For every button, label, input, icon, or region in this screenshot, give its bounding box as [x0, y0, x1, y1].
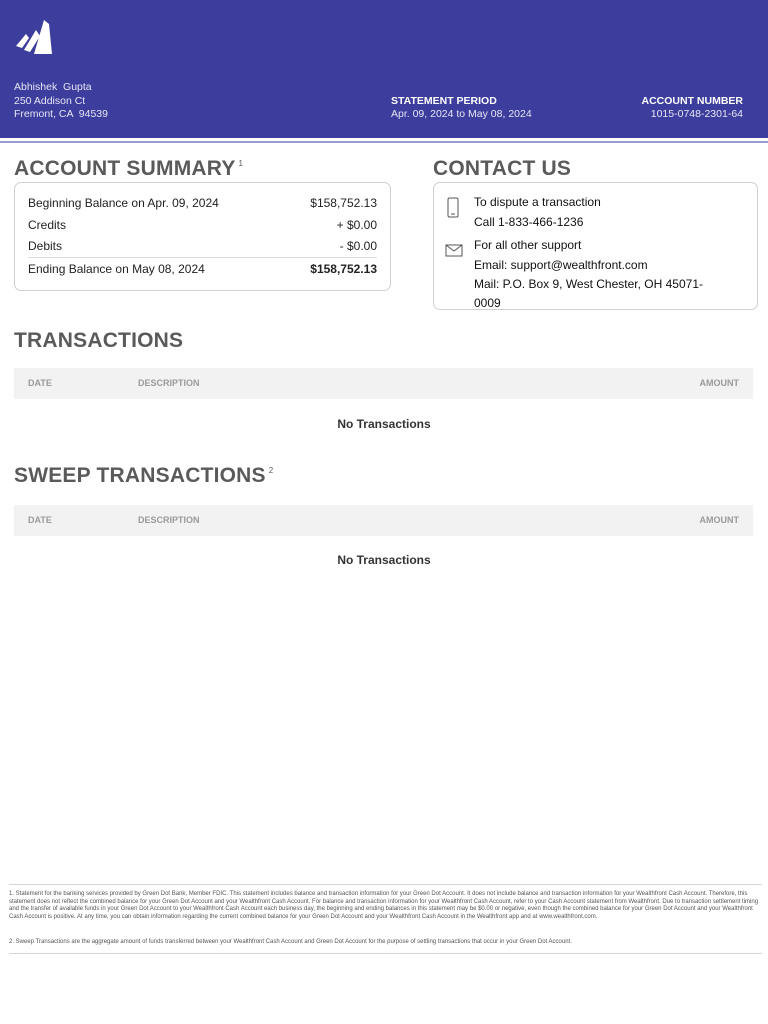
footnote-ref-1: 1 [238, 159, 244, 168]
support-mail-line-2: 0009 [474, 295, 501, 310]
transactions-title-text: TRANSACTIONS [14, 329, 184, 352]
statement-period-label: STATEMENT PERIOD [391, 95, 497, 107]
envelope-icon [445, 244, 463, 257]
dispute-phone[interactable]: Call 1-833-466-1236 [474, 214, 584, 229]
summary-value: $158,752.13 [310, 262, 377, 276]
dispute-contact [474, 193, 601, 232]
statement-period-value: Apr. 09, 2024 to May 08, 2024 [391, 108, 532, 120]
footnote-2: 2. Sweep Transactions are the aggregate amount of funds transferred between your Wealthfront Cash Account and Green Dot Account for the purpose of settling transactions that occur in your Green Dot Account. [9, 939, 572, 945]
summary-value: + $0.00 [336, 218, 377, 232]
contact-us-box [433, 182, 758, 310]
column-header-amount: AMOUNT [699, 515, 739, 525]
summary-row-credits [28, 214, 377, 236]
footnote-divider-top [9, 884, 762, 885]
sweep-transactions-title [14, 464, 273, 488]
statement-period [391, 95, 532, 121]
footnote-1: 1. Statement for the banking services provided by Green Dot Bank, Member FDIC. This statement includes balance and transaction information for your Green Dot Account. It does not include balance and transaction information for your Wealthfront Cash Account. Therefore, this statement does not reflect the combined balance for your Green Dot Account and your Wealthfront Cash Account. For balance and transaction information for your Wealthfront Cash Account, refer to your Cash Account statement from Wealthfront. Due to transaction settlement timing and the transfer of available funds in your Green Dot Account to your Wealthfront Cash Account each business day, the beginning and ending balances in this statement may be $0.00 or negative, even though the combined balance for your Green Dot Account and your Wealthfront Cash Account is positive. At any time, you can obtain information regarding the current combined balance for your Green Dot Account and your Wealthfront Cash Account in the Wealthfront app and at www.wealthfront.com. [9, 891, 759, 920]
column-header-description: DESCRIPTION [138, 515, 200, 525]
account-summary-title [14, 157, 243, 181]
transactions-table-header [14, 368, 753, 399]
customer-address [14, 81, 108, 122]
contact-us-title-text: CONTACT US [433, 157, 572, 180]
summary-label: Credits [28, 218, 67, 232]
header-divider [0, 141, 768, 143]
customer-name: Abhishek Gupta [14, 81, 92, 93]
footnote-ref-2: 2 [268, 466, 274, 475]
summary-label: Ending Balance on May 08, 2024 [28, 262, 205, 276]
support-contact [474, 236, 703, 312]
statement-header [0, 0, 768, 138]
support-email[interactable]: Email: support@wealthfront.com [474, 257, 648, 272]
summary-row-beginning [28, 192, 377, 214]
account-summary-title-text: ACCOUNT SUMMARY [14, 157, 236, 180]
account-number-label: ACCOUNT NUMBER [641, 95, 743, 107]
column-header-amount: AMOUNT [699, 378, 739, 388]
column-header-date: DATE [28, 515, 52, 525]
phone-icon [446, 197, 460, 219]
wealthfront-logo-icon [14, 16, 54, 56]
support-line-1: For all other support [474, 238, 582, 252]
summary-value: $158,752.13 [310, 196, 377, 210]
column-header-description: DESCRIPTION [138, 378, 200, 388]
summary-row-debits [28, 235, 377, 257]
account-summary-box [14, 182, 391, 291]
dispute-line-1: To dispute a transaction [474, 195, 601, 209]
transactions-title [14, 329, 183, 353]
account-number-value: 1015-0748-2301-64 [650, 108, 743, 120]
sweep-transactions-title-text: SWEEP TRANSACTIONS [14, 464, 266, 487]
summary-label: Beginning Balance on Apr. 09, 2024 [28, 196, 219, 210]
address-line-2: Fremont, CA 94539 [14, 108, 108, 120]
contact-us-title [433, 157, 571, 181]
column-header-date: DATE [28, 378, 52, 388]
support-mail-line-1: Mail: P.O. Box 9, West Chester, OH 45071- [474, 277, 703, 291]
summary-value: - $0.00 [339, 239, 377, 253]
summary-label: Debits [28, 239, 63, 253]
address-line-1: 250 Addison Ct [14, 94, 86, 107]
footnote-divider-bottom [9, 953, 762, 954]
sweep-table-header [14, 505, 753, 536]
sweep-empty-message: No Transactions [337, 553, 431, 567]
transactions-empty-message: No Transactions [337, 417, 431, 431]
summary-row-ending [28, 257, 377, 280]
account-number [642, 95, 744, 121]
